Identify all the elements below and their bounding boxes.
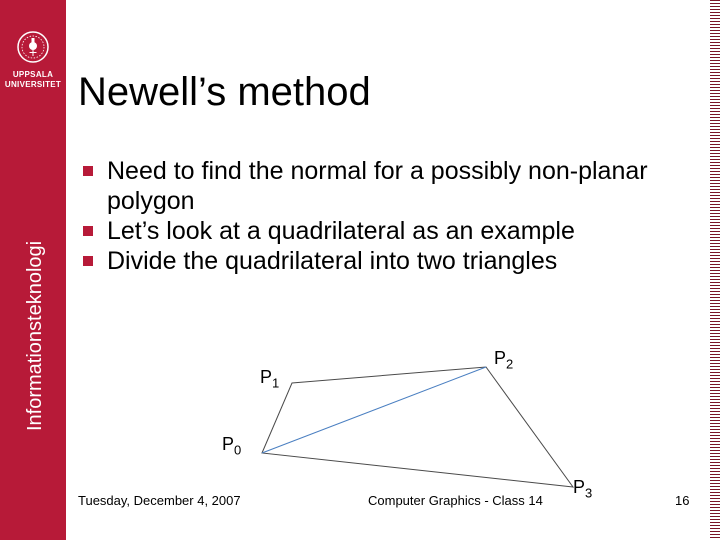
label-p0: $P_0$ xyxy=(222,434,242,458)
quadrilateral-outline xyxy=(262,367,573,487)
bullet-text: Let’s look at a quadrilateral as an example xyxy=(107,217,575,245)
footer-date: Tuesday, December 4, 2007 xyxy=(78,493,241,508)
slide-title: Newell’s method xyxy=(78,70,371,114)
bullet-text: Need to find the normal for a possibly non-planar polygon xyxy=(107,157,648,215)
footer-course: Computer Graphics - Class 14 xyxy=(368,493,543,508)
label-p2: $P_2$ xyxy=(494,348,514,372)
label-p3: $P_3$ xyxy=(573,477,593,501)
logo-text-line2: UNIVERSITET xyxy=(4,80,62,89)
bullet-text: Divide the quadrilateral into two triangles xyxy=(107,247,558,275)
department-label: Informationsteknologi xyxy=(24,240,46,431)
diagonal-p0-p2 xyxy=(262,367,486,453)
logo-text-line1: UPPSALA xyxy=(12,70,54,79)
label-p1: $P_1$ xyxy=(260,367,280,391)
page-number: 16 xyxy=(675,493,690,508)
